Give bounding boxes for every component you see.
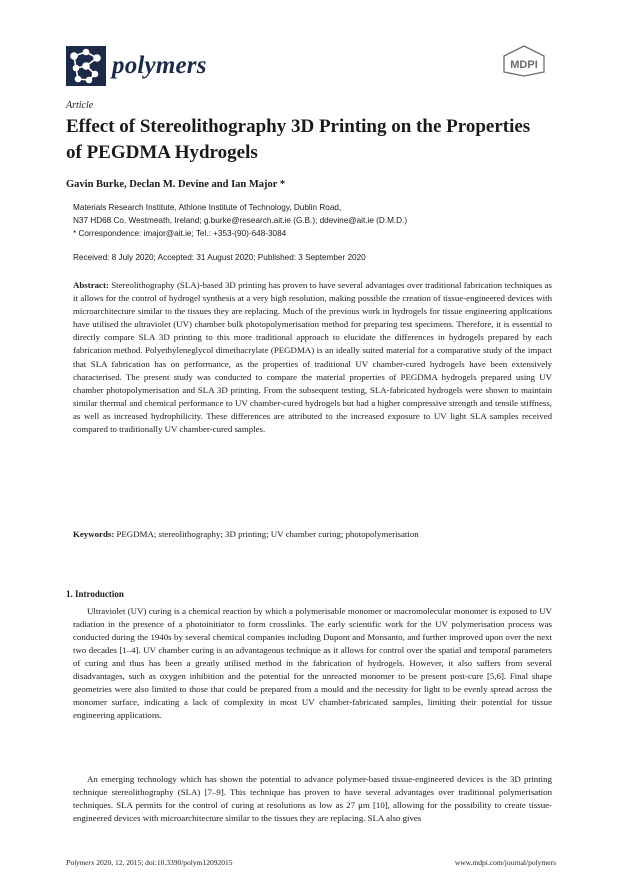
keywords-label: Keywords: <box>73 529 115 539</box>
correspondence-line: * Correspondence: imajor@ait.ie; Tel.: +353-(90)-648-3084 <box>73 229 287 238</box>
affiliation-block <box>73 201 563 240</box>
footer-citation-text: 2020, 12, 2015; doi:10.3390/polym12092015 <box>96 858 233 867</box>
abstract-label: Abstract: <box>73 280 109 290</box>
abstract-text: Stereolithography (SLA)-based 3D printing has proven to have several advantages over traditional fabrication techniques as it allows for the control of hydrogel synthesis at a very high resolution, making possible the creation of tissue-engineered devices with microarchitecture similar to the tissues they are replacing. Much of the previous work in hydrogels for tissue engineering applications have utilised the ultraviolet (UV) chamber bulk photopolymerisation method for preparing test specimens. Therefore, it is essential to directly compare SLA 3D printing to this more traditional approach to elucidate the differences in hydrogels prepared by each fabrication method. Polyethyleneglycol dimethacrylate (PEGDMA) is an ideally suited material for a comparative study of the impact that SLA fabrication has on performance, as the properties of traditional UV chamber-cured hydrogels have been extensively characterised. The present study was conducted to compare the material properties of PEGDMA hydrogels prepared using UV chamber photopolymerisation and SLA 3D printing. From the subsequent testing, SLA-fabricated hydrogels were shown to maintain similar thermal and chemical performance to UV chamber-cured hydrogels but had a higher compressive strength and tensile stiffness, as well as increased hydrophilicity. These differences are attributed to the increased exposure to UV light SLA samples received compared to traditionally UV chamber-cured samples. <box>73 280 553 435</box>
mdpi-wordmark: MDPI <box>510 59 538 71</box>
abstract <box>73 279 552 436</box>
keywords-text: PEGDMA; stereolithography; 3D printing; UV chamber curing; photopolymerisation <box>116 529 419 539</box>
footer-url: www.mdpi.com/journal/polymers <box>454 858 556 867</box>
article-type: Article <box>66 100 94 111</box>
section-heading: 1. Introduction <box>66 589 124 599</box>
footer-journal: Polymers <box>66 858 95 867</box>
footer-citation <box>66 858 232 867</box>
journal-logo <box>66 46 207 86</box>
journal-name: polymers <box>112 52 207 79</box>
keywords <box>73 528 552 541</box>
article-title: Effect of Stereolithography 3D Printing on the Properties of PEGDMA Hydrogels <box>66 116 531 163</box>
affiliation-line: Materials Research Institute, Athlone Institute of Technology, Dublin Road, <box>73 203 342 212</box>
polymers-logo-icon <box>66 46 106 86</box>
mdpi-logo <box>500 44 548 78</box>
affiliation-line: N37 HD68 Co. Westmeath, Ireland; g.burke@research.ait.ie (G.B.); ddevine@ait.ie (D.M.D.) <box>73 216 408 225</box>
body-paragraph: An emerging technology which has shown the potential to advance polymer-based tissue-engineered devices is the 3D printing technique stereolithography (SLA) [7–9]. This technique has proven to have several advantages over traditional polymerisation techniques. SLA permits for the control of curing at resolutions as low as 27 μm [10], allowing for the possibility to create tissue-engineered devices with microarchitecture similar to the tissues they are replacing. SLA also gives <box>73 774 552 824</box>
author-list: Gavin Burke, Declan M. Devine and Ian Major * <box>66 179 286 190</box>
publication-dates: Received: 8 July 2020; Accepted: 31 August 2020; Published: 3 September 2020 <box>73 253 366 262</box>
mdpi-logo-icon <box>500 44 548 78</box>
body-paragraph: Ultraviolet (UV) curing is a chemical reaction by which a polymerisable monomer or macromolecular monomer is exposed to UV radiation in the presence of a photoinitiator to form crosslinks. The early scientific work for the UV polymerisation process was conducted during the 1940s by several chemical companies including Dupont and Monsanto, and further improved upon over the next two decades [1–4]. UV chamber curing is an advantageous technique as it allows for control over the spatial and temporal parameters of curing and thus has been a greatly utilised method in the fabrication of hydrogels. However, it also suffers from several disadvantages, such as oxygen inhibition and the potential for the unreacted monomer to be present post-cure [5,6]. Final shape geometries were also limited to those that could be prepared from a mould and the necessity for light to be evenly spread across the monomer surface, indicating a lack of complexity in most UV chamber-fabricated samples, limiting their potential for tissue engineering applications. <box>73 606 552 721</box>
